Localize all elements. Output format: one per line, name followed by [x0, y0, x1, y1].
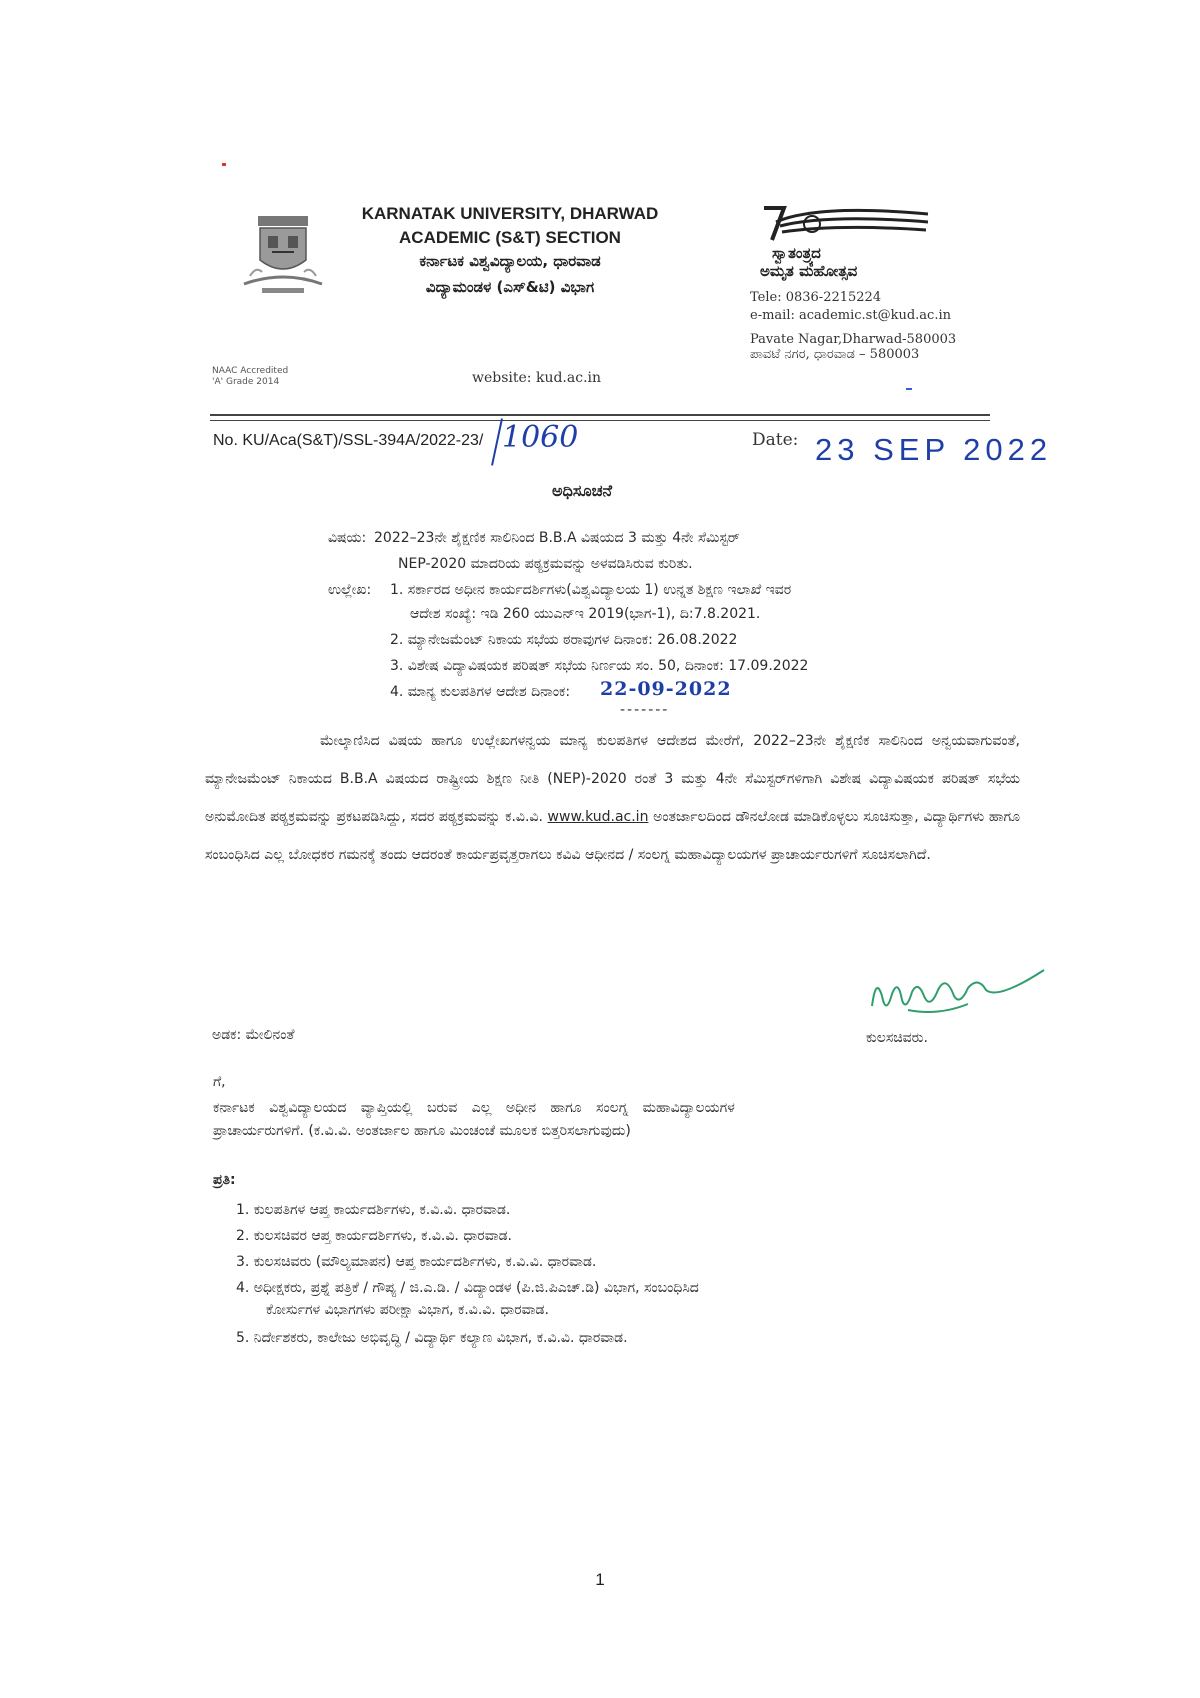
telephone: Tele: 0836-2215224: [750, 290, 882, 305]
to-label: ಗೆ,: [213, 1074, 226, 1090]
notice-body-paragraph: [205, 722, 1020, 874]
reference-2: 2. ಮ್ಯಾನೇಜಮೆಂಟ್ ನಿಕಾಯ ಸಭೆಯ ಠರಾವುಗಳ ದಿನಾಂಕ: 26.08.2022: [390, 632, 738, 648]
registrar-signature-icon: [868, 966, 1048, 1026]
stray-mark: [222, 163, 226, 166]
university-crest-icon: [236, 212, 330, 304]
copy-item-2: 2. ಕುಲಸಚಿವರ ಆಪ್ತ ಕಾರ್ಯದರ್ಶಿಗಳು, ಕ.ವಿ.ವಿ. ಧಾರವಾಡ.: [236, 1228, 513, 1244]
reference-4-handwritten-date: 22-09-2022: [600, 678, 732, 700]
azadi-emblem-icon: [758, 204, 938, 244]
website-text: website: kud.ac.in: [472, 370, 602, 386]
reference-4: 4. ಮಾನ್ಯ ಕುಲಪತಿಗಳ ಆದೇಶ ದಿನಾಂಕ:: [390, 684, 571, 700]
to-line-2: ಪ್ರಾಚಾರ್ಯರುಗಳಿಗೆ. (ಕ.ವಿ.ವಿ. ಅಂತರ್ಜಾಲ ಹಾಗೂ ಮಿಂಚಂಚೆ ಮೂಲಕ ಬಿತ್ತರಿಸಲಾಗುವುದು): [213, 1123, 631, 1139]
reference-1-line-2: ಆದೇಶ ಸಂಖ್ಯೆ: ಇಡಿ 260 ಯುಎನ್ಇ 2019(ಭಾಗ-1), ದಿ:7.8.2021.: [410, 606, 761, 622]
address-kn: ಪಾವಟೆ ನಗರ, ಧಾರವಾಡ – 580003: [750, 347, 920, 362]
subject-line-1: 2022–23ನೇ ಶೈಕ್ಷಣಿಕ ಸಾಲಿನಿಂದ B.B.A ವಿಷಯದ 3 ಮತ್ತು 4ನೇ ಸೆಮಿಸ್ಟರ್: [374, 530, 740, 546]
date-stamp: 23 SEP 2022: [815, 432, 1053, 467]
university-name-kn: ಕರ್ನಾಟಕ ವಿಶ್ವವಿದ್ಯಾಲಯ, ಧಾರವಾಡ: [419, 252, 601, 270]
copy-item-4-line-1: 4. ಅಧೀಕ್ಷಕರು, ಪ್ರಶ್ನೆ ಪತ್ರಿಕೆ / ಗೌಪ್ಯ / ಜಿ.ಎ.ಡಿ. / ವಿದ್ಯಾಂಡಳ (ಪಿ.ಜಿ.ಪಿಎಚ್.ಡಿ) ವಿಭಾಗ, ಸಂಬಂಧಿಸಿದ: [236, 1280, 699, 1296]
address-en: Pavate Nagar,Dharwad-580003: [750, 332, 957, 347]
naac-line-2: 'A' Grade 2014: [212, 377, 280, 387]
copy-item-5: 5. ನಿರ್ದೇಶಕರು, ಕಾಲೇಜು ಅಭಿವೃದ್ಧಿ / ವಿದ್ಯಾರ್ಥಿ ಕಲ್ಯಾಣ ವಿಭಾಗ, ಕ.ವಿ.ವಿ. ಧಾರವಾಡ.: [236, 1330, 628, 1346]
reference-3: 3. ವಿಶೇಷ ವಿದ್ಯಾವಿಷಯಕ ಪರಿಷತ್ ಸಭೆಯ ನಿರ್ಣಯ ಸಂ. 50, ದಿನಾಂಕ: 17.09.2022: [390, 658, 809, 674]
reference-number: No. KU/Aca(S&T)/SSL-394A/2022-23/: [213, 432, 484, 449]
subject-label: ವಿಷಯ:: [328, 530, 367, 546]
emblem-text-line-2: ಅಮೃತ ಮಹೋತ್ಸವ: [760, 262, 858, 280]
header-rule-top: [210, 414, 990, 416]
signatory-designation: ಕುಲಸಚಿವರು.: [866, 1030, 928, 1046]
university-website-link[interactable]: www.kud.ac.in: [547, 809, 649, 825]
body-text-part-1: ಮೇಲ್ಕಾಣಿಸಿದ ವಿಷಯ ಹಾಗೂ ಉಲ್ಲೇಖಗಳನ್ವಯ ಮಾನ್ಯ ಕುಲಪತಿಗಳ ಆದೇಶದ ಮೇರೆಗೆ, 2022–23ನೇ ಶೈಕ್ಷಣಿಕ ಸಾಲಿನಿಂದ ಅನ್ವಯವಾಗುವಂತೆ, ಮ್ಯಾನೇಜಮೆಂಟ್ ನಿಕಾಯದ B.B.A ವಿಷಯದ ರಾಷ್ಟ್ರೀಯ ಶಿಕ್ಷಣ ನೀತಿ (NEP)-2020 ರಂತೆ 3 ಮತ್ತು 4ನೇ ಸೆಮಿಸ್ಟರ್‌ಗಳಿಗಾಗಿ ವಿಶೇಷ ವಿದ್ಯಾವಿಷಯಕ ಪರಿಷತ್ ಸಭೆಯ ಅನುಮೋದಿತ ಪಠ್ಯಕ್ರಮವನ್ನು ಪ್ರಕಟಪಡಿಸಿದ್ದು, ಸದರ ಪಠ್ಯಕ್ರಮವನ್ನು ಕ.ವಿ.ವಿ.: [205, 733, 1020, 825]
section-name-en: ACADEMIC (S&T) SECTION: [399, 228, 621, 247]
copy-item-1: 1. ಕುಲಪತಿಗಳ ಆಪ್ತ ಕಾರ್ಯದರ್ಶಿಗಳು, ಕ.ವಿ.ವಿ. ಧಾರವಾಡ.: [236, 1202, 511, 1218]
header-rule-bottom: [210, 420, 990, 421]
date-label: Date:: [752, 430, 799, 450]
copy-label: ಪ್ರತಿ:: [213, 1172, 236, 1188]
handwritten-reference-number: 1060: [502, 420, 579, 455]
copy-item-4-line-2: ಕೋರ್ಸುಗಳ ವಿಭಾಗಗಳು ಪರೀಕ್ಷಾ ವಿಭಾಗ, ಕ.ವಿ.ವಿ. ಧಾರವಾಡ.: [266, 1302, 549, 1318]
separator: -------: [620, 702, 670, 718]
university-name-en: KARNATAK UNIVERSITY, DHARWAD: [361, 204, 659, 223]
email: e-mail: academic.st@kud.ac.in: [750, 308, 951, 323]
stray-mark: [906, 388, 912, 390]
page-number: 1: [595, 1570, 605, 1589]
reference-1-line-1: 1. ಸರ್ಕಾರದ ಅಧೀನ ಕಾರ್ಯದರ್ಶಿಗಳು(ವಿಶ್ವವಿದ್ಯಾಲಯ 1) ಉನ್ನತ ಶಿಕ್ಷಣ ಇಲಾಖೆ ಇವರ: [390, 582, 792, 598]
references-label: ಉಲ್ಲೇಖ:: [328, 582, 372, 598]
subject-line-2: NEP-2020 ಮಾದರಿಯ ಪಠ್ಯಕ್ರಮವನ್ನು ಅಳವಡಿಸಿರುವ ಕುರಿತು.: [398, 556, 693, 572]
to-line-1: ಕರ್ನಾಟಕ ವಿಶ್ವವಿದ್ಯಾಲಯದ ವ್ಯಾಪ್ತಿಯಲ್ಲಿ ಬರುವ ಎಲ್ಲ ಅಧೀನ ಹಾಗೂ ಸಂಲಗ್ನ ಮಹಾವಿದ್ಯಾಲಯಗಳ: [213, 1100, 735, 1116]
notice-title: ಅಧಿಸೂಚನೆ: [552, 481, 613, 500]
body-text-part-2: ಅಂತರ್ಜಾಲದಿಂದ ಡೌನಲೋಡ ಮಾಡಿಕೊಳ್ಳಲು ಸೂಚಿಸುತ್ತಾ, ವಿದ್ಯಾರ್ಥಿಗಳು ಹಾಗೂ ಸಂಬಂಧಿಸಿದ ಎಲ್ಲ ಬೋಧಕರ ಗಮನಕ್ಕೆ ತಂದು ಆದರಂತೆ ಕಾರ್ಯಪ್ರವೃತ್ತರಾಗಲು ಕವಿವಿ ಆಧೀನದ / ಸಂಲಗ್ನ ಮಹಾವಿದ್ಯಾಲಯಗಳ ಪ್ರಾಚಾರ್ಯರುಗಳಿಗೆ ಸೂಚಿಸಲಾಗಿದೆ.: [205, 809, 1021, 863]
copy-item-3: 3. ಕುಲಸಚಿವರು (ಮೌಲ್ಯಮಾಪನ) ಆಪ್ತ ಕಾರ್ಯದರ್ಶಿಗಳು, ಕ.ವಿ.ವಿ. ಧಾರವಾಡ.: [236, 1254, 597, 1270]
enclosure: ಅಡಕ: ಮೇಲಿನಂತೆ: [212, 1027, 295, 1043]
section-name-kn: ವಿದ್ಯಾಮಂಡಳ (ಎಸ್&ಟಿ) ವಿಭಾಗ: [425, 278, 595, 296]
emblem-text-line-1: ಸ್ವಾತಂತ್ರ್ಯದ: [772, 244, 821, 262]
naac-line-1: NAAC Accredited: [212, 366, 289, 376]
